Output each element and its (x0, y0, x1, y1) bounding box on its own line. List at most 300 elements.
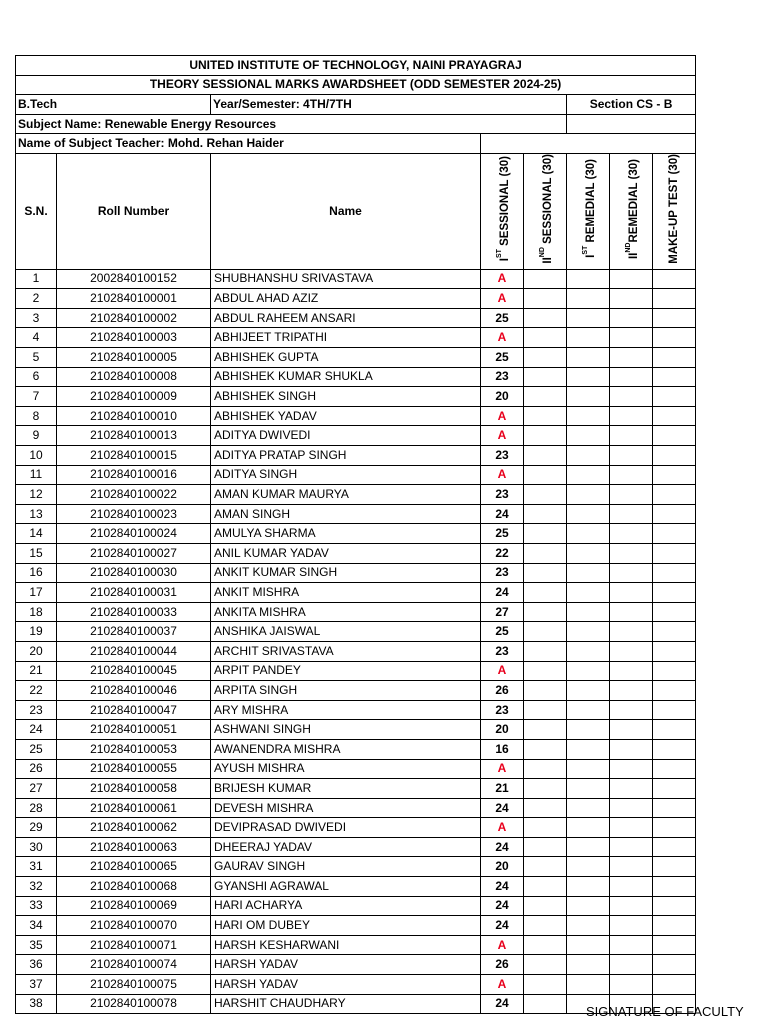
makeup-test-mark (653, 308, 696, 328)
sessional-2-mark (524, 955, 567, 975)
student-name: ANKIT MISHRA (211, 583, 481, 603)
table-row (16, 739, 696, 759)
program-label: B.Tech (16, 95, 211, 115)
sessional-2-mark (524, 798, 567, 818)
remedial-1-mark (567, 720, 610, 740)
sessional-1-mark: 23 (481, 367, 524, 387)
remedial-1-mark (567, 641, 610, 661)
sessional-1-mark: A (481, 975, 524, 995)
roll-number: 2102840100031 (57, 583, 211, 603)
makeup-test-mark (653, 661, 696, 681)
serial-number: 16 (16, 563, 57, 583)
remedial-2-mark (610, 367, 653, 387)
sessional-2-mark (524, 720, 567, 740)
student-name: ANKITA MISHRA (211, 602, 481, 622)
roll-number: 2102840100063 (57, 837, 211, 857)
remedial-2-mark (610, 837, 653, 857)
serial-number: 26 (16, 759, 57, 779)
remedial-1-mark (567, 739, 610, 759)
remedial-1-mark (567, 426, 610, 446)
table-row (16, 524, 696, 544)
table-row (16, 622, 696, 642)
sessional-2-mark (524, 289, 567, 309)
student-name: SHUBHANSHU SRIVASTAVA (211, 269, 481, 289)
institute-name: UNITED INSTITUTE OF TECHNOLOGY, NAINI PRAYAGRAJ (16, 56, 696, 76)
serial-number: 13 (16, 504, 57, 524)
remedial-2-mark (610, 681, 653, 701)
table-row (16, 485, 696, 505)
serial-number: 15 (16, 543, 57, 563)
roll-number: 2102840100075 (57, 975, 211, 995)
serial-number: 24 (16, 720, 57, 740)
table-row (16, 857, 696, 877)
serial-number: 23 (16, 700, 57, 720)
remedial-2-mark (610, 543, 653, 563)
table-row (16, 367, 696, 387)
sessional-2-mark (524, 524, 567, 544)
makeup-test-mark (653, 602, 696, 622)
sessional-1-mark: 25 (481, 348, 524, 368)
makeup-test-mark (653, 818, 696, 838)
sessional-1-mark: 24 (481, 877, 524, 897)
subject-name: Subject Name: Renewable Energy Resources (16, 114, 567, 134)
remedial-1-mark (567, 465, 610, 485)
remedial-2-mark (610, 308, 653, 328)
student-name: ABHISHEK KUMAR SHUKLA (211, 367, 481, 387)
remedial-1-mark (567, 975, 610, 995)
student-name: ABHIJEET TRIPATHI (211, 328, 481, 348)
makeup-test-mark (653, 641, 696, 661)
roll-number: 2102840100033 (57, 602, 211, 622)
makeup-test-mark (653, 563, 696, 583)
remedial-2-mark (610, 700, 653, 720)
student-name: ANSHIKA JAISWAL (211, 622, 481, 642)
remedial-2-mark (610, 387, 653, 407)
sessional-2-mark (524, 818, 567, 838)
serial-number: 8 (16, 406, 57, 426)
makeup-test-mark (653, 328, 696, 348)
sessional-1-mark: 23 (481, 485, 524, 505)
sessional-1-mark: 23 (481, 700, 524, 720)
student-name: HARSH KESHARWANI (211, 935, 481, 955)
sessional-1-mark: A (481, 269, 524, 289)
table-row (16, 641, 696, 661)
table-row (16, 759, 696, 779)
makeup-test-mark (653, 524, 696, 544)
table-row (16, 818, 696, 838)
remedial-2-mark (610, 485, 653, 505)
remedial-1-mark (567, 328, 610, 348)
serial-number: 20 (16, 641, 57, 661)
student-name: DEVIPRASAD DWIVEDI (211, 818, 481, 838)
sessional-1-mark: 20 (481, 857, 524, 877)
table-row (16, 779, 696, 799)
sessional-1-mark: 22 (481, 543, 524, 563)
table-row (16, 681, 696, 701)
remedial-2-mark (610, 348, 653, 368)
makeup-test-mark (653, 367, 696, 387)
makeup-test-mark (653, 465, 696, 485)
student-name: ABHISHEK SINGH (211, 387, 481, 407)
student-name: ADITYA SINGH (211, 465, 481, 485)
sessional-1-mark: 24 (481, 916, 524, 936)
table-row (16, 426, 696, 446)
remedial-1-mark (567, 269, 610, 289)
sessional-2-mark (524, 641, 567, 661)
student-name: ARY MISHRA (211, 700, 481, 720)
remedial-1-mark (567, 446, 610, 466)
remedial-1-mark (567, 935, 610, 955)
sessional-2-mark (524, 426, 567, 446)
roll-number: 2102840100002 (57, 308, 211, 328)
serial-number: 14 (16, 524, 57, 544)
sessional-2-mark (524, 700, 567, 720)
sessional-2-mark (524, 406, 567, 426)
roll-number: 2102840100045 (57, 661, 211, 681)
makeup-test-mark (653, 622, 696, 642)
roll-number: 2102840100024 (57, 524, 211, 544)
roll-number: 2102840100074 (57, 955, 211, 975)
serial-number: 19 (16, 622, 57, 642)
col-header-remedial-2: IINDREMEDIAL (30) (610, 153, 653, 269)
roll-number: 2102840100010 (57, 406, 211, 426)
sessional-2-mark (524, 877, 567, 897)
serial-number: 38 (16, 994, 57, 1014)
table-row (16, 269, 696, 289)
roll-number: 2102840100001 (57, 289, 211, 309)
student-name: ABDUL AHAD AZIZ (211, 289, 481, 309)
table-row (16, 583, 696, 603)
makeup-test-mark (653, 583, 696, 603)
sessional-1-mark: A (481, 328, 524, 348)
makeup-test-mark (653, 935, 696, 955)
sessional-2-mark (524, 387, 567, 407)
table-row (16, 348, 696, 368)
makeup-test-mark (653, 759, 696, 779)
roll-number: 2102840100071 (57, 935, 211, 955)
remedial-2-mark (610, 269, 653, 289)
table-row (16, 798, 696, 818)
sessional-1-mark: A (481, 661, 524, 681)
roll-number: 2102840100062 (57, 818, 211, 838)
makeup-test-mark (653, 916, 696, 936)
serial-number: 18 (16, 602, 57, 622)
roll-number: 2102840100037 (57, 622, 211, 642)
makeup-test-mark (653, 877, 696, 897)
makeup-test-mark (653, 798, 696, 818)
table-row (16, 308, 696, 328)
remedial-2-mark (610, 935, 653, 955)
table-row (16, 465, 696, 485)
remedial-1-mark (567, 837, 610, 857)
sessional-1-mark: 23 (481, 563, 524, 583)
remedial-2-mark (610, 622, 653, 642)
makeup-test-mark (653, 348, 696, 368)
roll-number: 2102840100078 (57, 994, 211, 1014)
remedial-1-mark (567, 896, 610, 916)
student-name: ADITYA DWIVEDI (211, 426, 481, 446)
student-name: GAURAV SINGH (211, 857, 481, 877)
sessional-1-mark: 27 (481, 602, 524, 622)
serial-number: 7 (16, 387, 57, 407)
sessional-2-mark (524, 622, 567, 642)
remedial-2-mark (610, 426, 653, 446)
roll-number: 2102840100013 (57, 426, 211, 446)
serial-number: 37 (16, 975, 57, 995)
faculty-signature-label: SIGNATURE OF FACULTY (586, 1004, 744, 1019)
roll-number: 2102840100070 (57, 916, 211, 936)
roll-number: 2002840100152 (57, 269, 211, 289)
col-header-remedial-1: IST REMEDIAL (30) (567, 153, 610, 269)
serial-number: 34 (16, 916, 57, 936)
col-header-sn: S.N. (16, 153, 57, 269)
student-name: AMAN KUMAR MAURYA (211, 485, 481, 505)
remedial-2-mark (610, 955, 653, 975)
remedial-2-mark (610, 798, 653, 818)
col-header-roll: Roll Number (57, 153, 211, 269)
remedial-2-mark (610, 896, 653, 916)
sessional-1-mark: 23 (481, 446, 524, 466)
serial-number: 22 (16, 681, 57, 701)
serial-number: 3 (16, 308, 57, 328)
remedial-1-mark (567, 367, 610, 387)
makeup-test-mark (653, 955, 696, 975)
student-name: AYUSH MISHRA (211, 759, 481, 779)
makeup-test-mark (653, 857, 696, 877)
roll-number: 2102840100009 (57, 387, 211, 407)
student-name: ABDUL RAHEEM ANSARI (211, 308, 481, 328)
serial-number: 25 (16, 739, 57, 759)
roll-number: 2102840100051 (57, 720, 211, 740)
roll-number: 2102840100069 (57, 896, 211, 916)
makeup-test-mark (653, 269, 696, 289)
remedial-1-mark (567, 504, 610, 524)
sessional-2-mark (524, 759, 567, 779)
remedial-1-mark (567, 583, 610, 603)
roll-number: 2102840100030 (57, 563, 211, 583)
remedial-1-mark (567, 700, 610, 720)
sessional-1-mark: 23 (481, 641, 524, 661)
serial-number: 11 (16, 465, 57, 485)
remedial-2-mark (610, 759, 653, 779)
student-name: ARPIT PANDEY (211, 661, 481, 681)
sessional-1-mark: A (481, 289, 524, 309)
table-row (16, 935, 696, 955)
sessional-1-mark: 21 (481, 779, 524, 799)
makeup-test-mark (653, 446, 696, 466)
sessional-2-mark (524, 485, 567, 505)
sessional-2-mark (524, 269, 567, 289)
sessional-1-mark: 25 (481, 622, 524, 642)
student-name: HARSHIT CHAUDHARY (211, 994, 481, 1014)
remedial-2-mark (610, 328, 653, 348)
table-row (16, 975, 696, 995)
makeup-test-mark (653, 485, 696, 505)
makeup-test-mark (653, 426, 696, 446)
sessional-1-mark: A (481, 818, 524, 838)
student-name: ARCHIT SRIVASTAVA (211, 641, 481, 661)
remedial-1-mark (567, 348, 610, 368)
table-row (16, 661, 696, 681)
student-name: AMULYA SHARMA (211, 524, 481, 544)
remedial-1-mark (567, 681, 610, 701)
year-semester: Year/Semester: 4TH/7TH (211, 95, 567, 115)
remedial-2-mark (610, 602, 653, 622)
sessional-1-mark: A (481, 406, 524, 426)
remedial-2-mark (610, 406, 653, 426)
roll-number: 2102840100015 (57, 446, 211, 466)
sessional-2-mark (524, 504, 567, 524)
remedial-1-mark (567, 524, 610, 544)
makeup-test-mark (653, 289, 696, 309)
makeup-test-mark (653, 975, 696, 995)
makeup-test-mark (653, 779, 696, 799)
remedial-2-mark (610, 857, 653, 877)
remedial-1-mark (567, 308, 610, 328)
table-row (16, 916, 696, 936)
sessional-1-mark: 24 (481, 504, 524, 524)
table-row (16, 328, 696, 348)
table-row (16, 877, 696, 897)
makeup-test-mark (653, 406, 696, 426)
roll-number: 2102840100058 (57, 779, 211, 799)
sessional-2-mark (524, 446, 567, 466)
student-name: AMAN SINGH (211, 504, 481, 524)
roll-number: 2102840100065 (57, 857, 211, 877)
remedial-1-mark (567, 602, 610, 622)
sessional-2-mark (524, 779, 567, 799)
remedial-2-mark (610, 720, 653, 740)
blank-cell (481, 134, 696, 154)
table-row (16, 387, 696, 407)
remedial-1-mark (567, 543, 610, 563)
remedial-2-mark (610, 877, 653, 897)
col-header-name: Name (211, 153, 481, 269)
serial-number: 5 (16, 348, 57, 368)
column-header-row (16, 153, 696, 269)
remedial-2-mark (610, 583, 653, 603)
makeup-test-mark (653, 681, 696, 701)
table-row (16, 504, 696, 524)
sessional-1-mark: 20 (481, 387, 524, 407)
remedial-1-mark (567, 622, 610, 642)
student-name: ABHISHEK YADAV (211, 406, 481, 426)
sessional-1-mark: 26 (481, 681, 524, 701)
serial-number: 28 (16, 798, 57, 818)
serial-number: 1 (16, 269, 57, 289)
serial-number: 10 (16, 446, 57, 466)
remedial-2-mark (610, 524, 653, 544)
sessional-1-mark: 24 (481, 837, 524, 857)
sessional-1-mark: 24 (481, 896, 524, 916)
sessional-2-mark (524, 857, 567, 877)
remedial-1-mark (567, 877, 610, 897)
serial-number: 6 (16, 367, 57, 387)
student-name: ARPITA SINGH (211, 681, 481, 701)
sessional-2-mark (524, 975, 567, 995)
teacher-name: Name of Subject Teacher: Mohd. Rehan Haider (16, 134, 481, 154)
makeup-test-mark (653, 837, 696, 857)
sessional-1-mark: A (481, 426, 524, 446)
makeup-test-mark (653, 543, 696, 563)
marks-award-sheet (15, 55, 696, 1014)
serial-number: 27 (16, 779, 57, 799)
makeup-test-mark (653, 720, 696, 740)
student-name: ANKIT KUMAR SINGH (211, 563, 481, 583)
table-row (16, 602, 696, 622)
table-row (16, 543, 696, 563)
roll-number: 2102840100027 (57, 543, 211, 563)
table-row (16, 446, 696, 466)
sessional-2-mark (524, 543, 567, 563)
remedial-2-mark (610, 504, 653, 524)
roll-number: 2102840100023 (57, 504, 211, 524)
serial-number: 36 (16, 955, 57, 975)
serial-number: 31 (16, 857, 57, 877)
remedial-2-mark (610, 916, 653, 936)
remedial-2-mark (610, 289, 653, 309)
section-label: Section CS - B (567, 95, 696, 115)
makeup-test-mark (653, 387, 696, 407)
sessional-2-mark (524, 739, 567, 759)
student-name: GYANSHI AGRAWAL (211, 877, 481, 897)
remedial-2-mark (610, 563, 653, 583)
student-name: HARSH YADAV (211, 955, 481, 975)
sessional-2-mark (524, 837, 567, 857)
sessional-1-mark: A (481, 465, 524, 485)
col-header-sessional-2: IIND SESSIONAL (30) (524, 153, 567, 269)
roll-number: 2102840100003 (57, 328, 211, 348)
col-header-sessional-1: IST SESSIONAL (30) (481, 153, 524, 269)
remedial-1-mark (567, 563, 610, 583)
table-row (16, 955, 696, 975)
table-row (16, 896, 696, 916)
student-name: ADITYA PRATAP SINGH (211, 446, 481, 466)
sessional-2-mark (524, 367, 567, 387)
student-name: DHEERAJ YADAV (211, 837, 481, 857)
makeup-test-mark (653, 504, 696, 524)
makeup-test-mark (653, 739, 696, 759)
col-header-makeup-test: MAKE-UP TEST (30) (653, 153, 696, 269)
sessional-2-mark (524, 465, 567, 485)
table-row (16, 406, 696, 426)
remedial-1-mark (567, 798, 610, 818)
serial-number: 2 (16, 289, 57, 309)
student-name: ASHWANI SINGH (211, 720, 481, 740)
sessional-2-mark (524, 681, 567, 701)
table-row (16, 563, 696, 583)
makeup-test-mark (653, 700, 696, 720)
sessional-2-mark (524, 328, 567, 348)
student-name: HARSH YADAV (211, 975, 481, 995)
sessional-2-mark (524, 896, 567, 916)
sessional-1-mark: 16 (481, 739, 524, 759)
sessional-1-mark: 24 (481, 583, 524, 603)
student-name: ANIL KUMAR YADAV (211, 543, 481, 563)
table-row (16, 700, 696, 720)
remedial-1-mark (567, 485, 610, 505)
table-row (16, 837, 696, 857)
remedial-1-mark (567, 857, 610, 877)
sessional-2-mark (524, 935, 567, 955)
sessional-2-mark (524, 916, 567, 936)
sessional-1-mark: A (481, 935, 524, 955)
remedial-1-mark (567, 916, 610, 936)
roll-number: 2102840100005 (57, 348, 211, 368)
makeup-test-mark (653, 896, 696, 916)
roll-number: 2102840100047 (57, 700, 211, 720)
student-name: BRIJESH KUMAR (211, 779, 481, 799)
